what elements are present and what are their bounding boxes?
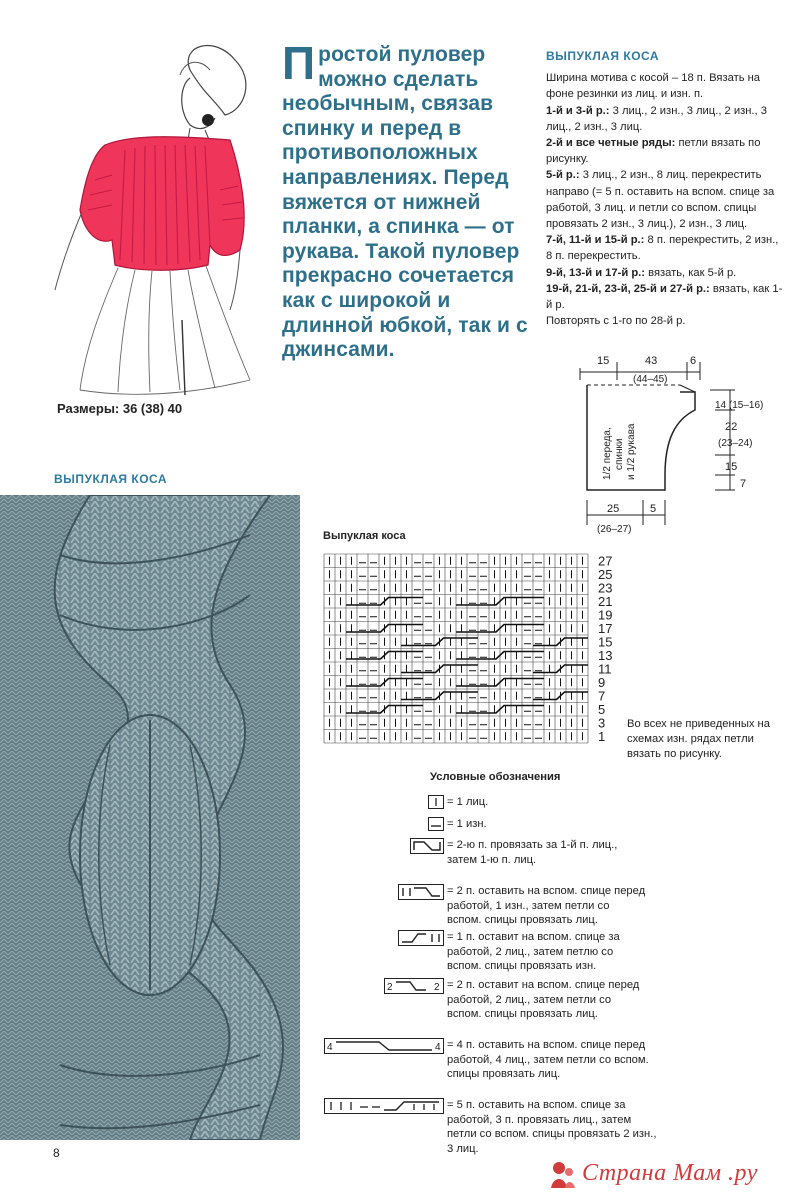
pattern-row: 1-й и 3-й р.: 3 лиц., 2 изн., 3 лиц., 2 изн., 3 лиц., 2 изн., 3 лиц.	[546, 104, 767, 133]
watermark-logo-icon	[545, 1158, 581, 1190]
photo-title: ВЫПУКЛАЯ КОСА	[54, 472, 168, 486]
pattern-heading: ВЫПУКЛАЯ КОСА	[546, 49, 660, 63]
pattern-row: 5-й р.: 3 лиц., 2 изн., 8 лиц. перекрестить направо (= 5 п. оставить на вспом. спице за работой, 3 лиц. и петли со вспом. спицы провязать 2 изн., 3 лиц.), 2 изн., 3 лиц.	[546, 169, 775, 231]
schema-right-1: 14 (15–16)	[715, 400, 764, 411]
pattern-repeat: Повторять с 1-го по 28-й р.	[546, 315, 686, 328]
schema-bottom-3: 5	[650, 503, 657, 515]
sizes-label: Размеры: 36 (38) 40	[57, 401, 183, 416]
garment-schema	[575, 350, 775, 535]
cable-4-4-symbol	[324, 1038, 444, 1054]
cable-2-1-purl-symbol	[398, 884, 444, 900]
svg-text:2: 2	[434, 982, 440, 993]
schema-bottom-2: (26–27)	[597, 524, 632, 535]
cross-2-symbol	[410, 838, 444, 854]
legend-purl: = 1 изн.	[447, 818, 487, 830]
legend-cable-4-4: = 4 п. оставить на вспом. спице перед работой, 4 лиц., затем петли со вспом. спицы провязать лиц.	[447, 1039, 649, 1081]
legend-knit: = 1 лиц.	[447, 796, 489, 808]
chart-row-number: 17	[598, 621, 613, 636]
stitch-chart	[322, 552, 622, 762]
chart-row-number: 19	[598, 607, 613, 623]
pattern-row: 7-й, 11-й и 15-й р.: 8 п. перекрестить, 2 изн., 8 п. перекрестить.	[546, 234, 779, 263]
chart-row-number: 1	[598, 729, 606, 744]
cable-knit-photo	[0, 495, 300, 1140]
legend-cable-2-1: = 2 п. оставить на вспом. спице перед работой, 1 изн., затем петли со вспом. спицы провязать лиц.	[447, 885, 646, 927]
pattern-row: 2-й и все четные ряды: петли вязать по рисунку.	[546, 137, 761, 166]
schema-top-4: 6	[690, 355, 697, 367]
chart-row-number: 7	[598, 688, 606, 704]
chart-note: Во всех не приведенных на схемах изн. рядах петли вязать по рисунку.	[627, 718, 770, 760]
chart-row-number: 13	[598, 648, 613, 663]
chart-row-number: 15	[598, 634, 613, 650]
legend-cable-1-2: = 1 п. оставит на вспом. спице за работой, 2 лиц., затем петлю со вспом. спицы провязать изн.	[447, 931, 620, 973]
schema-right-4: 15	[725, 461, 738, 473]
cable-1-2-knit-symbol	[398, 930, 444, 946]
intro-dropcap: П	[282, 37, 316, 89]
intro-text: ростой пуловер можно сделать необычным, связав спинку и перед в противоположных направлениях. Перед вяжется от нижней планки, а спинка — от рукава. Такой пуловер прекрасно сочетается как с широкой и длинной юбкой, так и с джинсами.	[282, 43, 528, 362]
pattern-instructions	[546, 48, 786, 329]
purl-stitch-symbol	[428, 817, 444, 831]
chart-row-number: 23	[598, 580, 613, 596]
cable-5-3-symbol	[324, 1098, 444, 1114]
watermark: Страна Мам .ру	[582, 1160, 758, 1186]
legend-title: Условные обозначения	[430, 771, 561, 783]
page-number: 8	[53, 1146, 60, 1160]
chart-title: Выпуклая коса	[323, 530, 406, 542]
chart-row-number: 21	[598, 594, 613, 609]
schema-vertical-3: и 1/2 рукава	[626, 423, 637, 480]
pattern-row: 9-й, 13-й и 17-й р.: вязать, как 5-й р.	[546, 266, 737, 279]
svg-text:2: 2	[387, 982, 393, 993]
schema-right-3: (23–24)	[718, 438, 753, 449]
schema-top-1: 15	[597, 355, 610, 367]
schema-vertical-1: 1/2 переда,	[602, 427, 613, 480]
chart-row-number: 27	[598, 553, 613, 569]
intro-paragraph	[282, 37, 532, 363]
pattern-motif: Ширина мотива с косой – 18 п. Вязать на фоне резинки из лиц. и изн. п.	[546, 72, 761, 101]
knit-stitch-symbol	[428, 795, 444, 809]
cable-2-2-symbol	[384, 978, 444, 994]
chart-row-number: 3	[598, 715, 606, 731]
chart-row-number: 25	[598, 567, 613, 582]
pullover-sketch-illustration	[40, 40, 265, 395]
schema-vertical-2: спинки	[614, 438, 625, 470]
legend-cable-2-2: = 2 п. оставит на вспом. спице перед работой, 2 лиц., затем петли со вспом. спицы провязать лиц.	[447, 979, 640, 1021]
pattern-row: 19-й, 21-й, 23-й, 25-й и 27-й р.: вязать, как 1-й р.	[546, 282, 783, 312]
chart-row-number: 5	[598, 702, 606, 717]
schema-top-3: (44–45)	[633, 374, 668, 385]
schema-top-2: 43	[645, 355, 658, 367]
legend-cross-2: = 2-ю п. провязать за 1-й п. лиц., затем 1-ю п. лиц.	[447, 839, 618, 866]
svg-text:4: 4	[435, 1042, 441, 1053]
chart-row-number: 11	[598, 661, 612, 677]
schema-right-5: 7	[740, 478, 747, 490]
legend-cable-5-3: = 5 п. оставить на вспом. спице за работой, 3 п. провязать лиц., затем петли со вспом. спицы провязать 2 изн., 3 лиц.	[447, 1099, 657, 1155]
chart-row-number: 9	[598, 675, 606, 690]
schema-bottom-1: 25	[607, 503, 620, 515]
svg-text:4: 4	[327, 1042, 333, 1053]
schema-right-2: 22	[725, 421, 738, 433]
